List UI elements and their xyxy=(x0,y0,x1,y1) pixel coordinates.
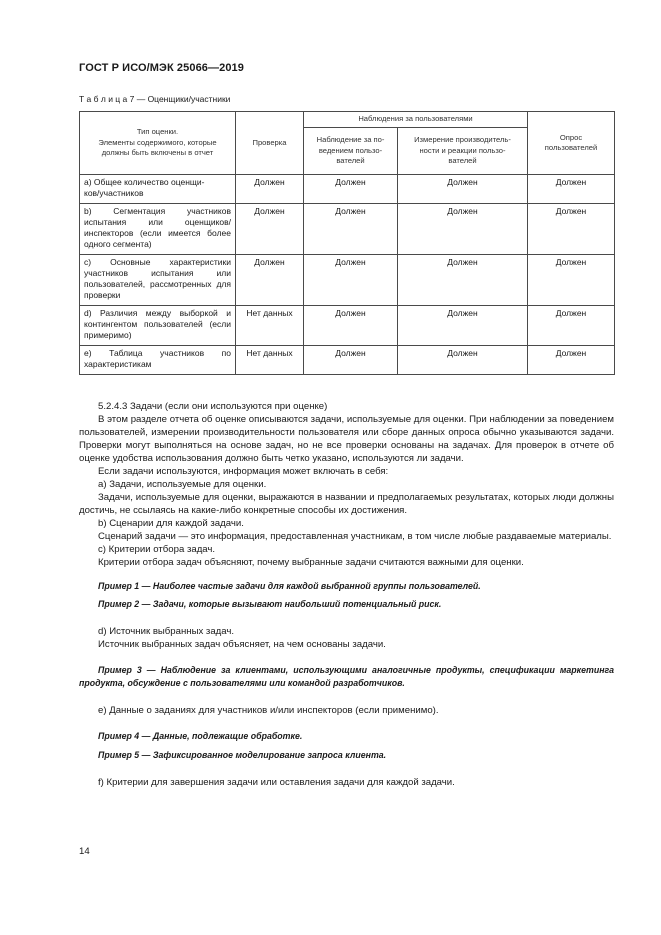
standard-designation: ГОСТ Р ИСО/МЭК 25066—2019 xyxy=(79,62,244,74)
paragraph: Задачи, используемые для оценки, выражаются в названии и предполагаемых результатах, которых люди должны достичь, не ссылаясь на какие-либо конкретные способы их достижения. xyxy=(79,492,614,516)
paragraph: Если задачи используются, информация может включать в себя: xyxy=(98,466,389,477)
table-cell: Должен xyxy=(398,255,528,306)
list-item: а) Задачи, используемые для оценки. xyxy=(98,479,267,490)
example: Пример 4 — Данные, подлежащие обработке. xyxy=(98,731,303,741)
table-cell: Должен xyxy=(304,255,398,306)
list-item: е) Данные о заданиях для участников и/или инспекторов (если применимо). xyxy=(98,705,439,716)
header-performance: Измерение производитель- ности и реакции пользо- вателей xyxy=(398,127,528,175)
row-label: а) Общее количество оценщи- ков/участников xyxy=(80,175,236,204)
row-label: d) Различия между выборкой и контингентом пользователей (если примеримо) xyxy=(80,306,236,346)
table-row xyxy=(80,175,615,204)
row-label: с) Основные характеристики участников испытания или пользователей, рассмотренных для проверки xyxy=(80,255,236,306)
table-cell: Должен xyxy=(304,346,398,375)
table-cell: Нет данных xyxy=(236,306,304,346)
table-row xyxy=(80,204,615,255)
table-cell: Должен xyxy=(236,175,304,204)
row-label: b) Сегментация участников испытания или оценщиков/инспекторов (если имеется более одного сегмента) xyxy=(80,204,236,255)
table-cell: Должен xyxy=(398,306,528,346)
table-cell: Должен xyxy=(528,306,615,346)
paragraph: В этом разделе отчета об оценке описываются задачи, используемые для оценки. При наблюдении за поведением пользователей, измерении производительности пользователя или сборе данных опроса обычно указываются задачи. Проверки могут выполняться на основе задач, но не все проверки основаны на задачах. Для проверок в отчете об оценке удобства использования должно быть четко указано, используются ли задачи. xyxy=(79,414,614,464)
table-cell: Должен xyxy=(528,346,615,375)
table-cell: Должен xyxy=(304,306,398,346)
header-observations-group: Наблюдения за пользователями xyxy=(304,112,528,128)
table-cell: Должен xyxy=(304,204,398,255)
evaluators-table xyxy=(79,111,615,375)
section-heading: 5.2.4.3 Задачи (если они используются при оценке) xyxy=(98,401,328,412)
table-cell: Должен xyxy=(236,255,304,306)
table-caption: Т а б л и ц а 7 — Оценщики/участники xyxy=(79,94,231,104)
tasks-section xyxy=(79,400,614,789)
list-item: b) Сценарии для каждой задачи. xyxy=(98,518,244,529)
example: Пример 5 — Зафиксированное моделирование запроса клиента. xyxy=(98,750,387,760)
list-item: d) Источник выбранных задач. xyxy=(98,626,235,637)
table-cell: Нет данных xyxy=(236,346,304,375)
table-cell: Должен xyxy=(304,175,398,204)
example: Пример 1 — Наиболее частые задачи для каждой выбранной группы пользователей. xyxy=(98,581,481,591)
example: Пример 2 — Задачи, которые вызывают наибольший потенциальный риск. xyxy=(98,599,442,609)
table-row xyxy=(80,306,615,346)
table-header-row xyxy=(80,112,615,128)
table-cell: Должен xyxy=(528,175,615,204)
list-item: f) Критерии для завершения задачи или оставления задачи для каждой задачи. xyxy=(98,777,455,788)
header-content-type: Тип оценки. Элементы содержимого, которые должны быть включены в отчет xyxy=(80,112,236,175)
paragraph: Сценарий задачи — это информация, предоставленная участникам, в том числе любые раздаваемые материалы. xyxy=(98,531,612,542)
header-survey: Опрос пользователей xyxy=(528,112,615,175)
list-item: с) Критерии отбора задач. xyxy=(98,544,216,555)
table-cell: Должен xyxy=(528,255,615,306)
paragraph: Критерии отбора задач объясняют, почему выбранные задачи считаются важными для оценки. xyxy=(98,557,524,568)
paragraph: Источник выбранных задач объясняет, на чем основаны задачи. xyxy=(98,639,386,650)
page-number: 14 xyxy=(79,846,90,857)
table-cell: Должен xyxy=(398,204,528,255)
header-behavior: Наблюдение за по- ведением пользо- вателей xyxy=(304,127,398,175)
table-cell: Должен xyxy=(528,204,615,255)
table-cell: Должен xyxy=(398,346,528,375)
table-cell: Должен xyxy=(236,204,304,255)
table-row xyxy=(80,255,615,306)
example: Пример 3 — Наблюдение за клиентами, использующими аналогичные продукты, спецификации маркетинга продукта, обсуждение с пользователями или командой разработчиков. xyxy=(79,665,614,688)
table-row xyxy=(80,346,615,375)
table-cell: Должен xyxy=(398,175,528,204)
row-label: е) Таблица участников по характеристикам xyxy=(80,346,236,375)
header-inspection: Проверка xyxy=(236,112,304,175)
